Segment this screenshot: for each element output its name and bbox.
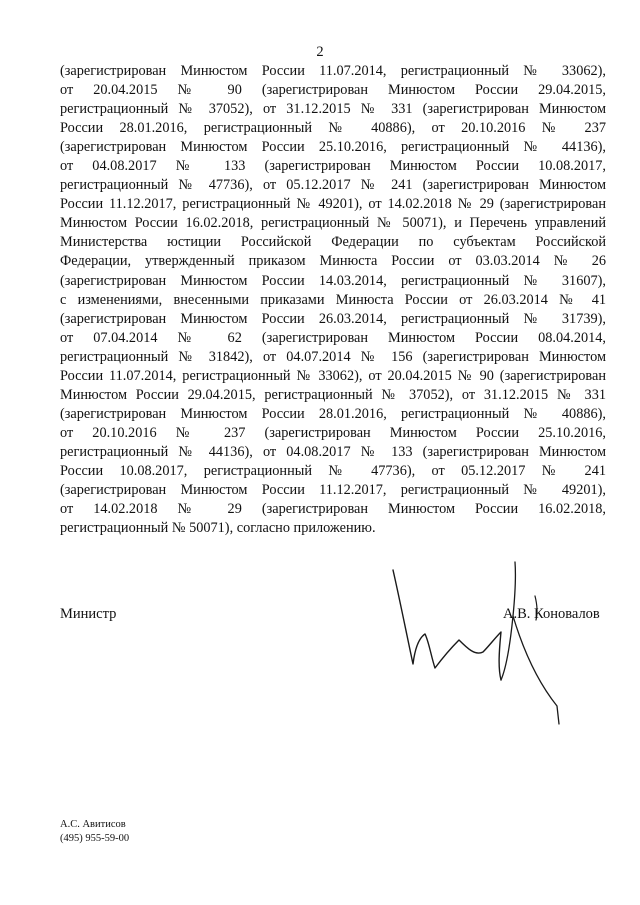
body-text-line: регистрационный № 47736), от 05.12.2017 № 241 (зарегистрирован Минюстом xyxy=(60,177,606,194)
body-text-line: (зарегистрирован Минюстом России 25.10.2016, регистрационный № 44136), xyxy=(60,139,606,156)
body-text-line: Минюстом России 16.02.2018, регистрационный № 50071), и Перечень управлений xyxy=(60,215,606,232)
body-text-line: регистрационный № 50071), согласно приложению. xyxy=(60,520,376,537)
body-text xyxy=(60,62,606,538)
body-text-line: (зарегистрирован Минюстом России 14.03.2014, регистрационный № 31607), xyxy=(60,272,606,289)
body-text-line: России 28.01.2016, регистрационный № 40886), от 20.10.2016 № 237 xyxy=(60,120,606,137)
body-text-line: (зарегистрирован Минюстом России 28.01.2016, регистрационный № 40886), xyxy=(60,405,606,422)
executor-info xyxy=(60,818,129,846)
body-text-line: (зарегистрирован Минюстом России 11.07.2014, регистрационный № 33062), xyxy=(60,63,606,79)
body-text-line: от 20.04.2015 № 90 (зарегистрирован Минюстом России 29.04.2015, xyxy=(60,82,606,99)
body-text-line: России 11.07.2014, регистрационный № 33062), от 20.04.2015 № 90 (зарегистрирован xyxy=(60,367,606,384)
body-text-line: от 07.04.2014 № 62 (зарегистрирован Минюстом России 08.04.2014, xyxy=(60,329,606,346)
body-text-line: от 20.10.2016 № 237 (зарегистрирован Минюстом России 25.10.2016, xyxy=(60,424,606,441)
body-text-line: Министерства юстиции Российской Федерации по субъектам Российской xyxy=(60,234,606,251)
body-text-line: России 11.12.2017, регистрационный № 49201), от 14.02.2018 № 29 (зарегистрирован xyxy=(60,196,606,213)
body-text-line: Минюстом России 29.04.2015, регистрационный № 37052), от 31.12.2015 № 331 xyxy=(60,386,606,403)
body-text-line: России 10.08.2017, регистрационный № 47736), от 05.12.2017 № 241 xyxy=(60,462,606,479)
body-text-line: от 04.08.2017 № 133 (зарегистрирован Минюстом России 10.08.2017, xyxy=(60,158,606,175)
body-text-line: с изменениями, внесенными приказами Минюста России от 26.03.2014 № 41 xyxy=(60,291,606,308)
minister-title: Министр xyxy=(60,606,117,622)
body-text-line: регистрационный № 31842), от 04.07.2014 № 156 (зарегистрирован Минюстом xyxy=(60,348,606,365)
body-text-line: (зарегистрирован Минюстом России 26.03.2014, регистрационный № 31739), xyxy=(60,310,606,327)
executor-phone: (495) 955-59-00 xyxy=(60,833,130,844)
body-text-line: (зарегистрирован Минюстом России 11.12.2017, регистрационный № 49201), xyxy=(60,482,606,499)
body-text-line: Федерации, утвержденный приказом Минюста России от 03.03.2014 № 26 xyxy=(60,253,606,270)
page-number: 2 xyxy=(316,44,324,60)
minister-name: А.В. Коновалов xyxy=(503,606,600,622)
body-text-line: от 14.02.2018 № 29 (зарегистрирован Минюстом России 16.02.2018, xyxy=(60,501,606,518)
body-text-line: регистрационный № 44136), от 04.08.2017 № 133 (зарегистрирован Минюстом xyxy=(60,443,606,460)
executor-name: А.С. Авитисов xyxy=(60,819,126,830)
body-text-line: регистрационный № 37052), от 31.12.2015 № 331 (зарегистрирован Минюстом xyxy=(60,101,606,118)
handwritten-signature xyxy=(385,556,575,736)
